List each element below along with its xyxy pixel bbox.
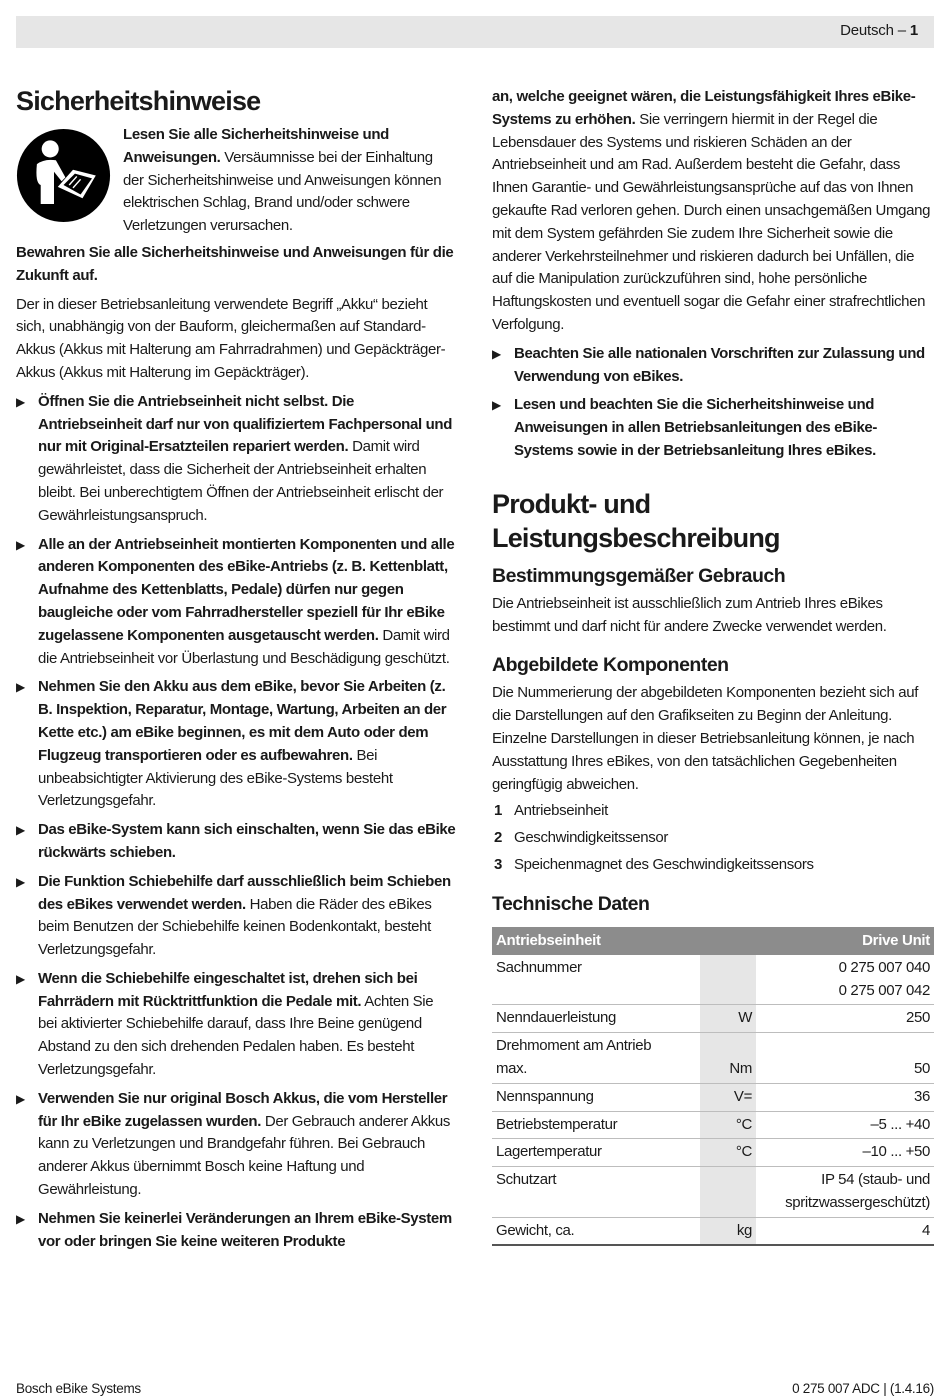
bullet-bold: Alle an der Antriebseinheit montierten Komponenten und alle anderen Komponenten des eBike-Antriebs (z. B. Kettenblatt, Aufnahme des Kettenblatts, Pedale) dürfen nur gegen baugleiche oder vom Fahrradhersteller speziell für Ihr eBike zugelassene Komponenten ausgetauscht werden. (38, 535, 455, 644)
tech-title: Technische Daten (492, 892, 650, 915)
intro-rest: Versäumnisse bei der Einhaltung der Sicherheitshinweise und Anweisungen können elektrischen Schlag, Brand und/oder schwere Verletzungen verursachen. (123, 148, 442, 235)
row-unit (700, 955, 756, 1005)
bullet-bold: Öffnen Sie die Antriebseinheit nicht selbst. Die Antriebseinheit darf nur von qualifiziertem Fachpersonal und nur mit Original-Ersatzteilen repariert werden. (38, 392, 453, 456)
header-separator: – (893, 22, 910, 39)
component-label: Speichenmagnet des Geschwindigkeitssensors (514, 855, 814, 873)
table-row (492, 1111, 934, 1139)
row-label: Betriebstemperatur (492, 1111, 700, 1139)
bullet-bold: Nehmen Sie den Akku aus dem eBike, bevor Sie Arbeiten (z. B. Inspektion, Reparatur, Montage, Wartung, Arbeiten an der Kette etc.) am eBike beginnen, es mit dem Auto oder dem Flugzeug transportieren oder es aufbewahren. (38, 678, 447, 764)
bullet-rest: Haben die Räder des eBikes beim Benutzen der Schiebehilfe keinen Bodenkontakt, besteht Verletzungsgefahr. (38, 895, 432, 959)
table-row (492, 1217, 934, 1245)
row-unit: W (700, 1005, 756, 1033)
list-item (492, 854, 934, 877)
bullet-triangle-icon: ▶ (16, 1091, 26, 1106)
page-number: 1 (909, 22, 918, 39)
component-number: 2 (494, 829, 502, 847)
table-header-row (492, 927, 934, 955)
page-header (16, 16, 934, 48)
read-manual-icon (16, 128, 111, 223)
table-row (492, 1167, 934, 1218)
continued-text (492, 86, 934, 337)
row-value: 250 (756, 1005, 934, 1033)
table-header-right: Drive Unit (756, 927, 934, 955)
bullet-text (38, 534, 456, 671)
row-value: –5 ... +40 (756, 1111, 934, 1139)
bullet-triangle-icon: ▶ (16, 874, 26, 889)
row-value (756, 955, 934, 1005)
left-column (16, 84, 456, 1253)
right-column (492, 86, 934, 1246)
bullet-triangle-icon: ▶ (492, 346, 502, 361)
bullet-text (514, 343, 934, 389)
component-number: 1 (494, 802, 502, 820)
row-value-line2: spritzwassergeschützt) (785, 1193, 930, 1211)
table-header-left: Antriebseinheit (492, 927, 700, 955)
bullet-item (16, 871, 456, 962)
list-item (492, 827, 934, 850)
use-title: Bestimmungsgemäßer Gebrauch (492, 564, 786, 587)
bullet-triangle-icon: ▶ (16, 680, 26, 695)
component-label: Antriebseinheit (514, 802, 608, 820)
intro-block (16, 124, 456, 238)
row-value: –10 ... +50 (756, 1139, 934, 1167)
bullet-rest: Bei unbeabsichtigter Aktivierung des eBike-Systems besteht Verletzungsgefahr. (38, 746, 393, 810)
footer-right: 0 275 007 ADC | (1.4.16) (792, 1381, 934, 1396)
section-title: Produkt- und Leistungsbeschreibung (492, 488, 780, 553)
bullet-triangle-icon: ▶ (16, 823, 26, 838)
bullet-bold: Beachten Sie alle nationalen Vorschriften zur Zulassung und Verwendung von eBikes. (514, 344, 925, 385)
row-value: 4 (756, 1217, 934, 1245)
bullet-item (16, 534, 456, 671)
bullet-text (514, 394, 934, 462)
bullet-item (16, 1088, 456, 1202)
components-list (492, 800, 934, 876)
bullet-text (38, 871, 456, 962)
row-unit: kg (700, 1217, 756, 1245)
bullet-text (38, 968, 456, 1082)
bullet-triangle-icon: ▶ (16, 1211, 26, 1226)
bullet-text (38, 1208, 456, 1254)
bullet-rest: Damit wird die Antriebseinheit vor Überlastung und Beschädigung geschützt. (38, 626, 450, 667)
row-unit: Nm (700, 1033, 756, 1084)
row-unit: V= (700, 1083, 756, 1111)
bullet-text (38, 676, 456, 813)
list-item (492, 800, 934, 823)
component-label: Geschwindigkeitssensor (514, 829, 669, 847)
row-label: Schutzart (492, 1167, 700, 1218)
bullet-text (38, 819, 456, 865)
bullet-bold: Verwenden Sie nur original Bosch Akkus, die vom Hersteller für Ihr eBike zugelassen wurden. (38, 1089, 448, 1130)
intro-text (123, 124, 456, 238)
bullet-triangle-icon: ▶ (16, 971, 26, 986)
bullet-bold: Das eBike-System kann sich einschalten, wenn Sie das eBike rückwärts schieben. (38, 821, 456, 861)
table-row (492, 1083, 934, 1111)
bullet-rest: Achten Sie bei aktivierter Schiebehilfe darauf, dass Ihre Beine genügend Abstand zu den sich drehenden Pedalen haben. Es besteht Verletzungsgefahr. (38, 992, 434, 1079)
keep-bold: Bewahren Sie alle Sicherheitshinweise und Anweisungen für die Zukunft auf. (16, 243, 454, 284)
table-header-spacer (700, 927, 756, 955)
bullet-bold: Wenn die Schiebehilfe eingeschaltet ist, drehen sich bei Fahrrädern mit Rücktrittfunktion die Pedale mit. (38, 969, 418, 1010)
bullet-item (16, 391, 456, 528)
akku-definition: Der in dieser Betriebsanleitung verwendete Begriff „Akku“ bezieht sich, unabhängig von der Bauform, gleichermaßen auf Standard-Akkus (Akkus mit Halterung am Fahrradrahmen) und Gepäckträger-Akkus (Akkus mit Halterung im Gepäckträger). (16, 295, 446, 381)
table-row (492, 1139, 934, 1167)
row-label: Nennspannung (492, 1083, 700, 1111)
row-label-line2: max. (496, 1059, 528, 1077)
footer-left: Bosch eBike Systems (16, 1381, 141, 1396)
keep-instructions (16, 242, 456, 288)
bullet-item (16, 968, 456, 1082)
components-title: Abgebildete Komponenten (492, 654, 729, 677)
tech-data-table (492, 927, 934, 1247)
intro-bold: Lesen Sie alle Sicherheitshinweise und Anweisungen. (123, 126, 389, 166)
row-label: Sachnummer (492, 955, 700, 1005)
row-unit: °C (700, 1111, 756, 1139)
bullet-text (38, 391, 456, 528)
row-label: Gewicht, ca. (492, 1217, 700, 1245)
use-text: Die Antriebseinheit ist ausschließlich zum Antrieb Ihres eBikes bestimmt und darf nicht für andere Zwecke verwendet werden. (492, 594, 887, 635)
bullet-text (38, 1088, 456, 1202)
bullet-triangle-icon: ▶ (16, 394, 26, 409)
row-label: Lagertemperatur (492, 1139, 700, 1167)
bullet-item (16, 676, 456, 813)
row-value: 50 (756, 1033, 934, 1084)
row-label-line1: Drehmoment am Antrieb (496, 1037, 652, 1055)
continued-bold: an, welche geeignet wären, die Leistungsfähigkeit Ihres eBike-Systems zu erhöhen. (492, 88, 916, 128)
left-bullets (16, 391, 456, 1254)
bullet-bold: Nehmen Sie keinerlei Veränderungen an Ihrem eBike-System vor oder bringen Sie keine weiteren Produkte (38, 1209, 452, 1250)
bullet-item (16, 819, 456, 865)
safety-title: Sicherheitshinweise (16, 86, 261, 116)
row-value: 36 (756, 1083, 934, 1111)
bullet-item (492, 394, 934, 462)
table-row (492, 955, 934, 1005)
header-text (840, 22, 918, 39)
row-value-line2: 0 275 007 042 (838, 981, 930, 999)
continued-rest: Sie verringern hiermit in der Regel die Lebensdauer des Systems und riskieren Schäden an der Antriebseinheit und am Rad. Außerdem besteht die Gefahr, dass Ihnen Garantie- und Gewährleistungsansprüche auf das von Ihnen gekaufte Rad verloren gehen. Durch einen unsachgemäßen Umgang mit dem System gefährden Sie zudem Ihre Sicherheit sowie die anderer Verkehrsteilnehmer und riskieren dadurch bei Unfällen, die auf die Manipulation zurückzuführen sind, hohe persönliche Haftungskosten und eventuell sogar die Gefahr einer strafrechtlichen Verfolgung. (492, 110, 931, 333)
header-language: Deutsch (840, 22, 894, 39)
components-text-2: Einzelne Darstellungen in dieser Betriebsanleitung können, je nach Ausstattung Ihres eBikes, von den tatsächlichen Gegebenheiten geringfügig abweichen. (492, 729, 915, 793)
row-value-line1: 0 275 007 040 (838, 958, 930, 976)
table-row (492, 1033, 934, 1084)
component-number: 3 (494, 855, 502, 873)
bullet-bold: Die Funktion Schiebehilfe darf ausschließlich beim Schieben des eBikes verwendet werden. (38, 872, 451, 913)
bullet-item (16, 1208, 456, 1254)
row-value-line1: IP 54 (staub- und (821, 1171, 930, 1189)
components-text-1: Die Nummerierung der abgebildeten Komponenten bezieht sich auf die Darstellungen auf den Grafikseiten zu Beginn der Anleitung. (492, 684, 919, 725)
bullet-rest: Damit wird gewährleistet, dass die Sicherheit der Antriebseinheit erhalten bleibt. Bei unberechtigtem Öffnen der Antriebseinheit erlischt der Gewährleistungsanspruch. (38, 438, 444, 524)
row-unit (700, 1167, 756, 1218)
bullet-rest: Der Gebrauch anderer Akkus kann zu Verletzungen und Brandgefahr führen. Bei Gebrauch anderer Akkus übernimmt Bosch keine Haftung und Gewährleistung. (38, 1112, 451, 1199)
bullet-item (492, 343, 934, 389)
row-label: Nenndauerleistung (492, 1005, 700, 1033)
row-value (756, 1167, 934, 1218)
row-unit: °C (700, 1139, 756, 1167)
bullet-triangle-icon: ▶ (16, 537, 26, 552)
bullet-bold: Lesen und beachten Sie die Sicherheitshinweise und Anweisungen in allen Betriebsanleitungen des eBike-Systems sowie in der Betriebsanleitung Ihres eBikes. (514, 396, 878, 459)
row-label (492, 1033, 700, 1084)
bullet-triangle-icon: ▶ (492, 398, 502, 413)
table-row (492, 1005, 934, 1033)
